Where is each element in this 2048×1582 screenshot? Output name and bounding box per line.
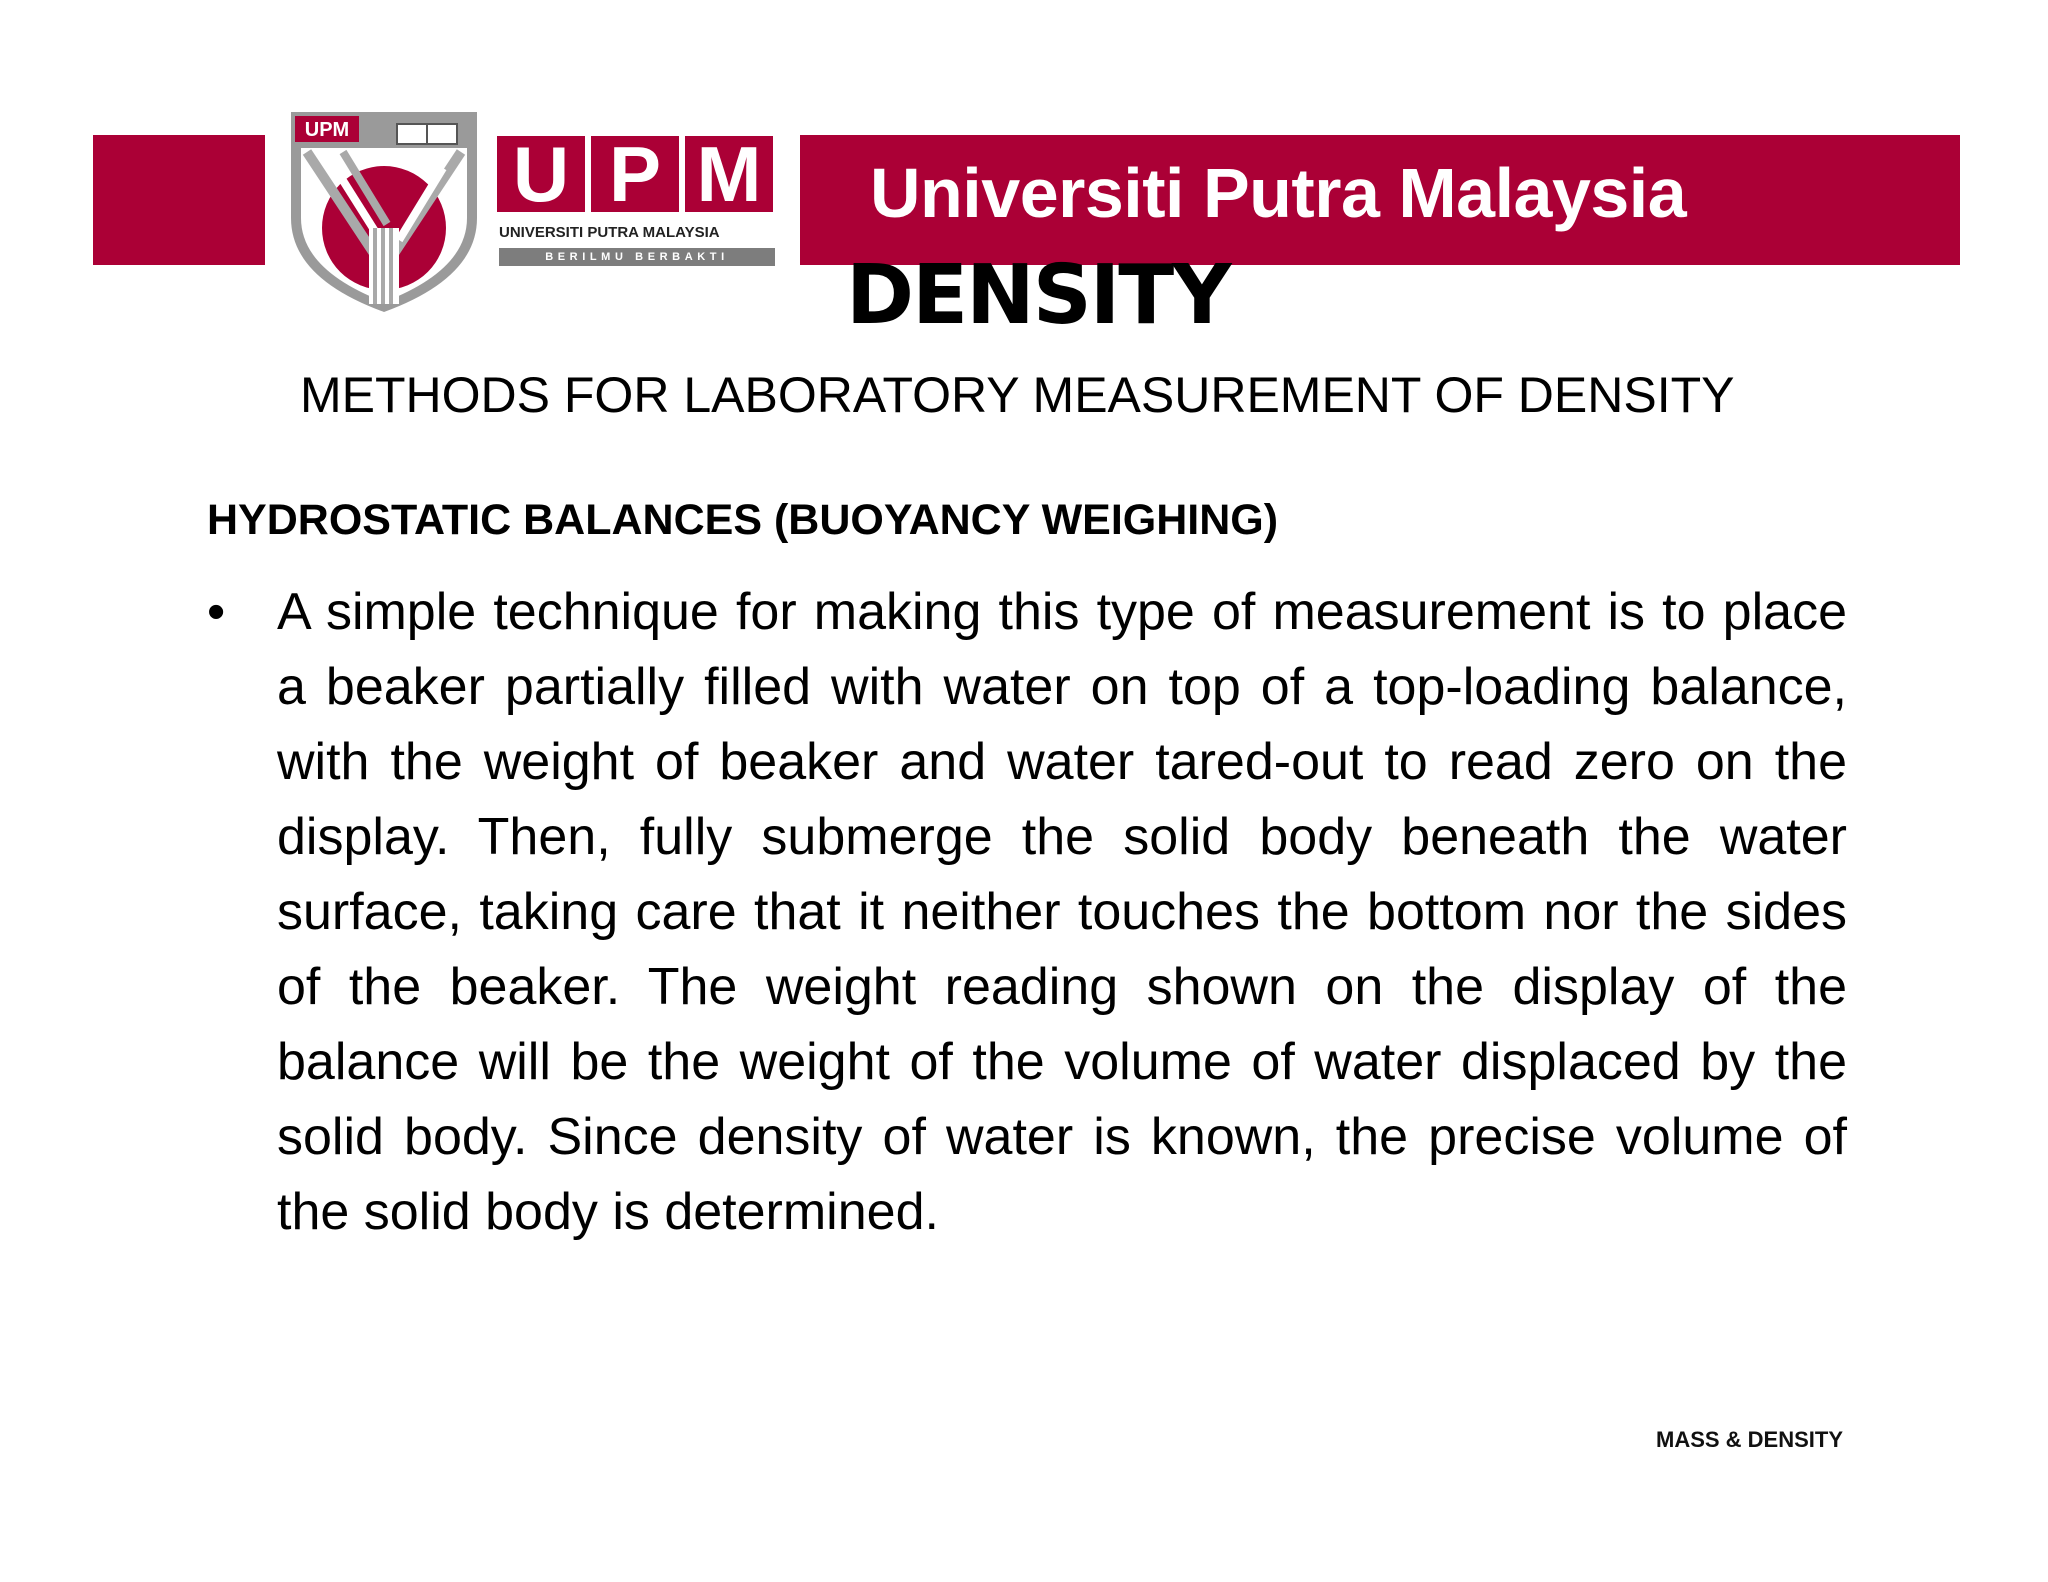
header-band-left <box>93 135 265 265</box>
wordmark-subtitle: UNIVERSITI PUTRA MALAYSIA <box>499 224 720 241</box>
section-heading: HYDROSTATIC BALANCES (BUOYANCY WEIGHING) <box>207 496 1279 544</box>
slide-subtitle: METHODS FOR LABORATORY MEASUREMENT OF DENSITY <box>300 367 1735 423</box>
bullet-marker: • <box>207 583 226 641</box>
university-name: Universiti Putra Malaysia <box>870 154 1687 232</box>
crest-badge-text: UPM <box>304 119 350 141</box>
wordmark-letter: M <box>685 136 773 212</box>
wordmark-letter: P <box>591 136 679 212</box>
wordmark-motto: BERILMU BERBAKTI <box>499 248 775 266</box>
wordmark-letters <box>497 130 773 218</box>
upm-crest-icon <box>287 108 481 316</box>
upm-wordmark <box>497 130 787 306</box>
slide-title: DENSITY <box>846 248 1230 343</box>
wordmark-letter: U <box>497 136 585 212</box>
upm-logo <box>265 100 800 320</box>
footer-label: MASS & DENSITY <box>1656 1427 1844 1452</box>
bullet-text: A simple technique for making this type of measurement is to place a beaker partially filled with water on top of a top-loading balance, with the weight of beaker and water tared-out to read zero on the display. Then, fully submerge the solid body beneath the water surface, taking care that it neither touches the bottom nor the sides of the beaker. The weight reading shown on the display of the balance will be the weight of the volume of water displaced by the solid body. Since density of water is known, the precise volume of the solid body is determined. <box>277 583 1847 1241</box>
